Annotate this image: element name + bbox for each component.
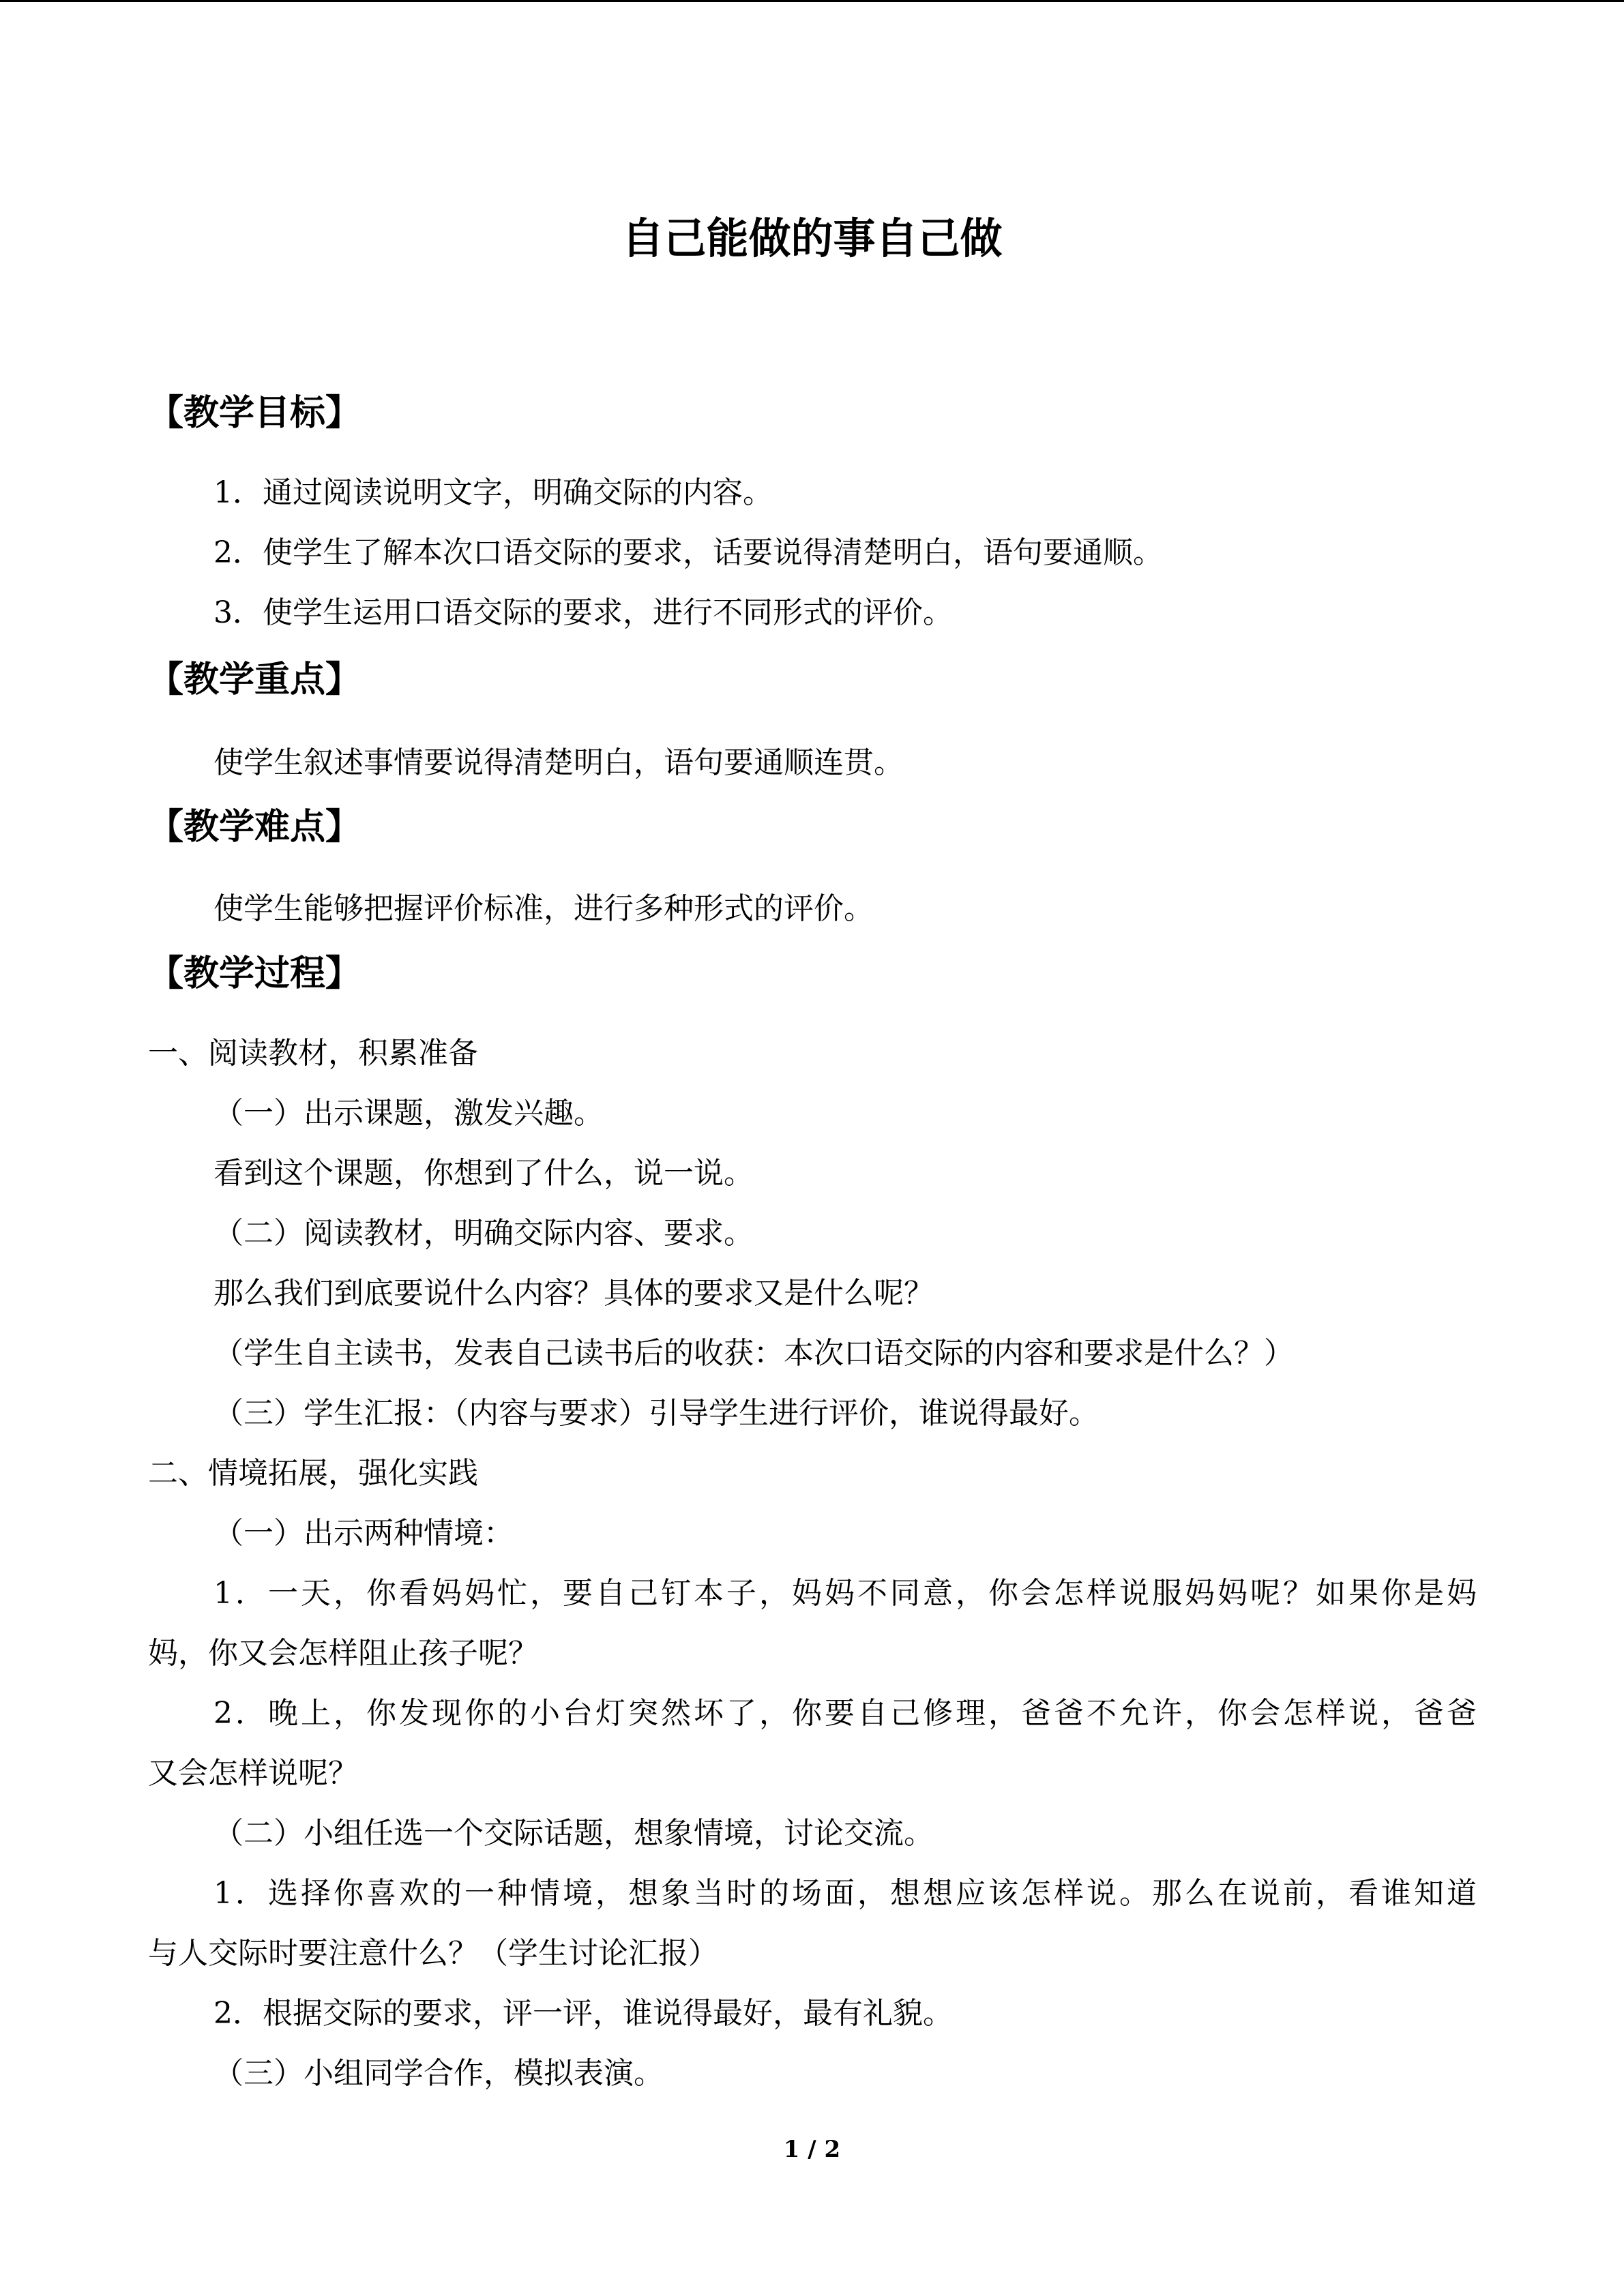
top-border-rule xyxy=(0,0,1624,2)
process-part1-line-2: 看到这个课题，你想到了什么，说一说。 xyxy=(213,1156,754,1191)
process-scenario2-line-a: 2．晚上，你发现你的小台灯突然坏了，你要自己修理，爸爸不允许，你会怎样说，爸爸 xyxy=(213,1696,1477,1731)
page-number: 1 / 2 xyxy=(783,2136,841,2163)
process-choose-line-b: 与人交际时要注意什么？（学生讨论汇报） xyxy=(148,1936,718,1971)
process-part2-sub3: （三）小组同学合作，模拟表演。 xyxy=(213,2056,664,2091)
process-part2-title: 二、情境拓展，强化实践 xyxy=(148,1456,478,1491)
process-scenario2-line-b: 又会怎样说呢？ xyxy=(148,1756,358,1791)
objective-item-3: 3．使学生运用口语交际的要求，进行不同形式的评价。 xyxy=(213,595,953,630)
process-part1-line-3: （二）阅读教材，明确交际内容、要求。 xyxy=(213,1216,754,1251)
process-evaluate-line: 2．根据交际的要求，评一评，谁说得最好，最有礼貌。 xyxy=(213,1996,953,2031)
heading-difficulties: 【教学难点】 xyxy=(148,807,361,848)
process-part1-line-5: （学生自主读书，发表自己读书后的收获：本次口语交际的内容和要求是什么？） xyxy=(213,1336,1294,1371)
difficulties-text: 使学生能够把握评价标准，进行多种形式的评价。 xyxy=(213,891,874,926)
process-choose-line-a: 1．选择你喜欢的一种情境，想象当时的场面，想想应该怎样说。那么在说前，看谁知道 xyxy=(213,1876,1477,1911)
key-points-text: 使学生叙述事情要说得清楚明白，语句要通顺连贯。 xyxy=(213,745,904,780)
process-part1-line-4: 那么我们到底要说什么内容？具体的要求又是什么呢？ xyxy=(213,1276,934,1311)
process-part2-sub2: （二）小组任选一个交际话题，想象情境，讨论交流。 xyxy=(213,1816,934,1851)
process-part1-line-1: （一）出示课题，激发兴趣。 xyxy=(213,1096,604,1131)
process-part1-title: 一、阅读教材，积累准备 xyxy=(148,1036,478,1071)
document-title: 自己能做的事自己做 xyxy=(621,213,1003,263)
process-part1-line-6: （三）学生汇报：（内容与要求）引导学生进行评价，谁说得最好。 xyxy=(213,1396,1099,1431)
heading-objectives: 【教学目标】 xyxy=(148,393,361,434)
process-scenario1-line-a: 1．一天，你看妈妈忙，要自己钉本子，妈妈不同意，你会怎样说服妈妈呢？如果你是妈 xyxy=(213,1576,1477,1611)
heading-process: 【教学过程】 xyxy=(148,953,361,994)
process-part2-sub1: （一）出示两种情境： xyxy=(213,1516,514,1551)
process-scenario1-line-b: 妈，你又会怎样阻止孩子呢？ xyxy=(148,1636,538,1671)
objective-item-2: 2．使学生了解本次口语交际的要求，话要说得清楚明白，语句要通顺。 xyxy=(213,535,1163,570)
objective-item-1: 1．通过阅读说明文字，明确交际的内容。 xyxy=(213,475,773,510)
heading-key-points: 【教学重点】 xyxy=(148,659,361,700)
